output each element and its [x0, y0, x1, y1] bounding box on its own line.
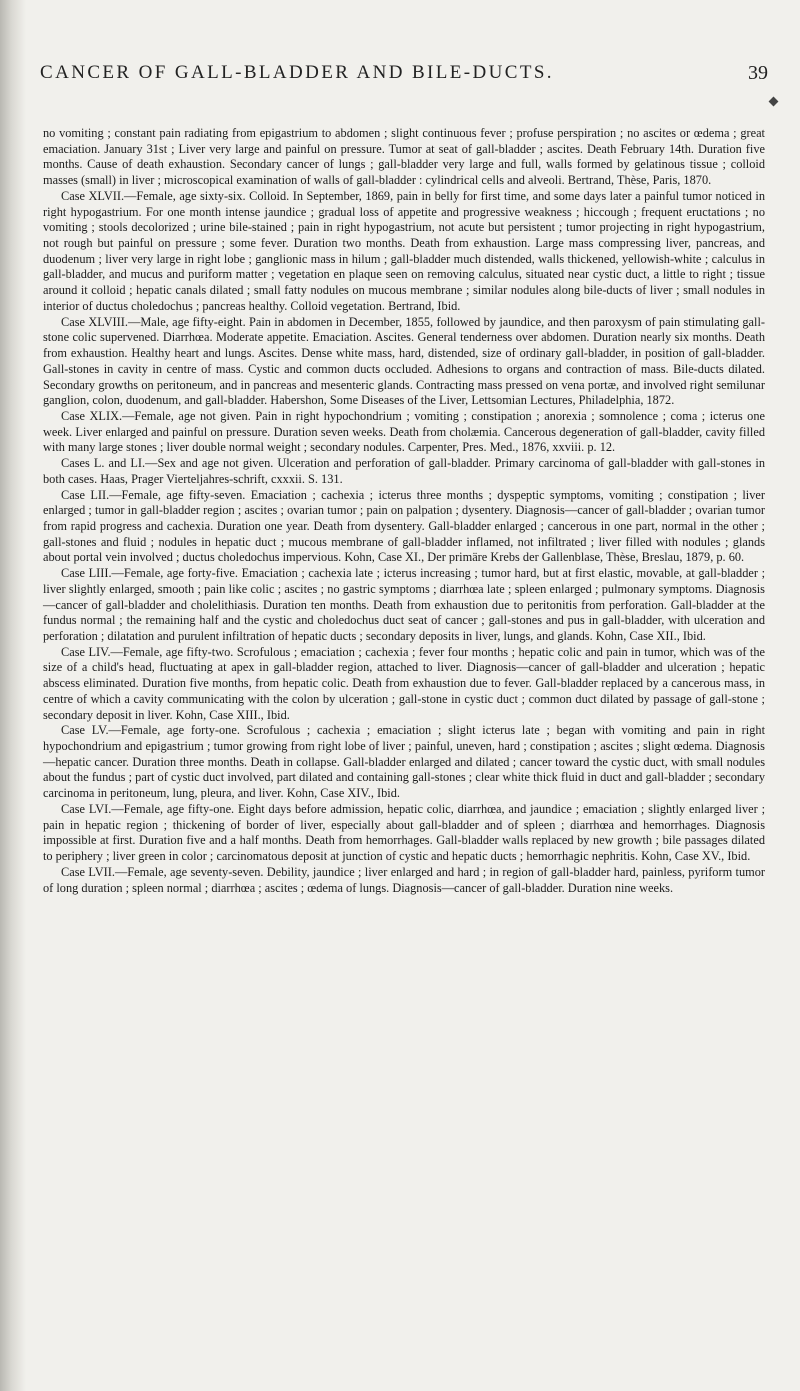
running-header [40, 62, 768, 92]
paragraph-case-liii: Case LIII.—Female, age forty-five. Emaciation ; cachexia late ; icterus increasing ; tumor hard, but at first elastic, movable, at gall-bladder ; liver slightly enlarged, smooth ; pain like colic ; ascites ; no gastric symptoms ; diarrhœa late ; spleen enlarged ; pulmonary symptoms. Diagnosis—cancer of gall-bladder and cholelithiasis. Duration ten months. Death from exhaustion due to peritonitis from perforation. Gall-bladder at the fundus normal ; the remaining half and the cystic and choledochus duct seat of cancer ; gall-stones and pus in gall-bladder, with ulceration and perforation ; dilatation and purulent infiltration of hepatic ducts ; secondary deposits in liver, lungs, and glands. Kohn, Case XII., Ibid. [43, 566, 765, 643]
binding-shadow [0, 0, 26, 1391]
running-title: CANCER OF GALL-BLADDER AND BILE-DUCTS. [40, 62, 554, 83]
paragraph-case-lii: Case LII.—Female, age fifty-seven. Emaciation ; cachexia ; icterus three months ; dyspeptic symptoms, vomiting ; constipation ; liver enlarged ; tumor in gall-bladder region ; ascites ; ovarian tumor ; pain on palpation ; dysentery. Diagnosis—cancer of gall-bladder ; ovarian tumor from rapid progress and cachexia. Duration one year. Death from dysentery. Gall-bladder enlarged ; cancerous in one part, normal in the other ; gall-stones and fluid ; nodules in hepatic duct ; mucous membrane of gall-bladder inflamed, not infiltrated ; liver filled with nodules ; glands about portal vein involved ; ductus choledochus impervious. Kohn, Case XI., Der primäre Krebs der Gallenblase, Thèse, Breslau, 1879, p. 60. [43, 487, 765, 565]
paragraph-case-xlix: Case XLIX.—Female, age not given. Pain in right hypochondrium ; vomiting ; constipation ; anorexia ; somnolence ; coma ; icterus one week. Liver enlarged and painful on pressure. Duration seven weeks. Death from cholæmia. Cancerous degeneration of gall-bladder, cavity filled with many large stones ; liver double normal weight ; secondary nodules. Carpenter, Pres. Med., 1876, xxviii. p. 12. [43, 408, 765, 455]
diamond-mark-icon [769, 97, 779, 107]
paragraph-case-liv: Case LIV.—Female, age fifty-two. Scrofulous ; emaciation ; cachexia ; fever four months ; hepatic colic and pain in tumor, which was of the size of a child's head, fluctuating at apex in gall-bladder region, attached to liver. Diagnosis—cancer of gall-bladder and ulceration ; hepatic abscess eliminated. Duration five months, from hepatic colic. Death from exhaustion due to fever. Gall-bladder replaced by a cancerous mass, in centre of which a cavity communicating with the colon by ulceration ; gall-stone in cystic duct ; common duct dilated by passage of gall-stone ; secondary deposit in liver. Kohn, Case XIII., Ibid. [43, 644, 765, 722]
paragraph-continued: no vomiting ; constant pain radiating from epigastrium to abdomen ; slight continuous fever ; profuse perspiration ; no ascites or œdema ; great emaciation. January 31st ; Liver very large and painful on pressure. Tumor at seat of gall-bladder ; ascites. Death February 14th. Duration five months. Cause of death exhaustion. Secondary cancer of lungs ; gall-bladder very large and full, walls formed by gelatinous tissue ; colloid masses (small) in liver ; microscopical examination of walls of gall-bladder : cylindrical cells and alveoli. Bertrand, Thèse, Paris, 1870. [43, 126, 765, 188]
paragraph-case-lvii: Case LVII.—Female, age seventy-seven. Debility, jaundice ; liver enlarged and hard ; in region of gall-bladder hard, painless, pyriform tumor of long duration ; spleen normal ; diarrhœa ; ascites ; œdema of lungs. Diagnosis—cancer of gall-bladder. Duration nine weeks. [43, 864, 765, 895]
page-number: 39 [748, 62, 768, 84]
paragraph-cases-l-li: Cases L. and LI.—Sex and age not given. Ulceration and perforation of gall-bladder. Primary carcinoma of gall-bladder with gall-stones in both cases. Haas, Prager Vierteljahres-schrift, cxxxii. S. 131. [43, 456, 765, 486]
paragraph-case-xlviii: Case XLVIII.—Male, age fifty-eight. Pain in abdomen in December, 1855, followed by jaundice, and then paroxysm of pain stimulating gall-stone colic supervened. Diarrhœa. Moderate appetite. Emaciation. Ascites. General tenderness over abdomen. Duration nearly six months. Death from exhaustion. Healthy heart and lungs. Ascites. Dense white mass, hard, distended, size of ordinary gall-bladder, in position of gall-bladder. Gall-stones in cavity in centre of mass. Cystic and common ducts occluded. Adhesions to organs and contraction of mass. Bile-ducts dilated. Secondary growths on peritoneum, and in pancreas and mesenteric glands. Contracting mass pressed on vena portæ, and involved right semilunar ganglion, colon, duodenum, and gall-bladder. Habershon, Some Diseases of the Liver, Lettsomian Lectures, Philadelphia, 1872. [43, 314, 765, 408]
paragraph-case-lv: Case LV.—Female, age forty-one. Scrofulous ; cachexia ; emaciation ; slight icterus late ; began with vomiting and pain in right hypochondrium and epigastrium ; tumor growing from right lobe of liver ; painful, uneven, hard ; constipation ; ascites ; slight œdema. Diagnosis—hepatic cancer. Duration three months. Death in collapse. Gall-bladder enlarged and dilated ; cancer toward the cystic duct, with small nodules about the fundus ; part of cystic duct involved, part dilated and containing gall-stones ; clear white thick fluid in duct and gall-bladder ; secondary carcinoma in peritoneum, lung, pleura, and liver. Kohn, Case XIV., Ibid. [43, 723, 765, 801]
body-text [43, 126, 765, 896]
paragraph-case-lvi: Case LVI.—Female, age fifty-one. Eight days before admission, hepatic colic, diarrhœa, and jaundice ; emaciation ; slightly enlarged liver ; pain in hepatic region ; thickening of border of liver, especially about gall-bladder and of spleen ; diarrhœa and hemorrhages. Diagnosis impossible at first. Duration five and a half months. Death from hemorrhages. Gall-bladder walls replaced by new growth ; bile passages dilated to periphery ; liver green in color ; carcinomatous deposit at junction of cystic and hepatic ducts ; hemorrhagic nephritis. Kohn, Case XV., Ibid. [43, 801, 765, 864]
paragraph-case-xlvii: Case XLVII.—Female, age sixty-six. Colloid. In September, 1869, pain in belly for first time, and some days later a painful tumor noticed in right hypogastrium. For one month intense jaundice ; gradual loss of appetite and progressive weakness ; hiccough ; frequent eructations ; no vomiting ; stools decolorized ; urine bile-stained ; pain in right hypogastrium, not acute but persistent ; tumor projecting in right hypogastrium, not rough but painful on pressure ; some fever. Duration two months. Death from exhaustion. Large mass compressing liver, pancreas, and duodenum ; liver very large in right lobe ; ganglionic mass in hilum ; gall-bladder much distended, walls thickened, yellowish-white ; calculus in gall-bladder, and mucus and puriform matter ; vegetation en plaque seen on removing calculus, situated near cystic duct, a little to right ; tissue around it colloid ; hepatic canals dilated ; small fatty nodules on mucous membrane ; similar nodules along bile-ducts of liver ; small nodules in interior of ductus choledochus ; pancreas healthy. Colloid vegetation. Bertrand, Ibid. [43, 188, 765, 313]
